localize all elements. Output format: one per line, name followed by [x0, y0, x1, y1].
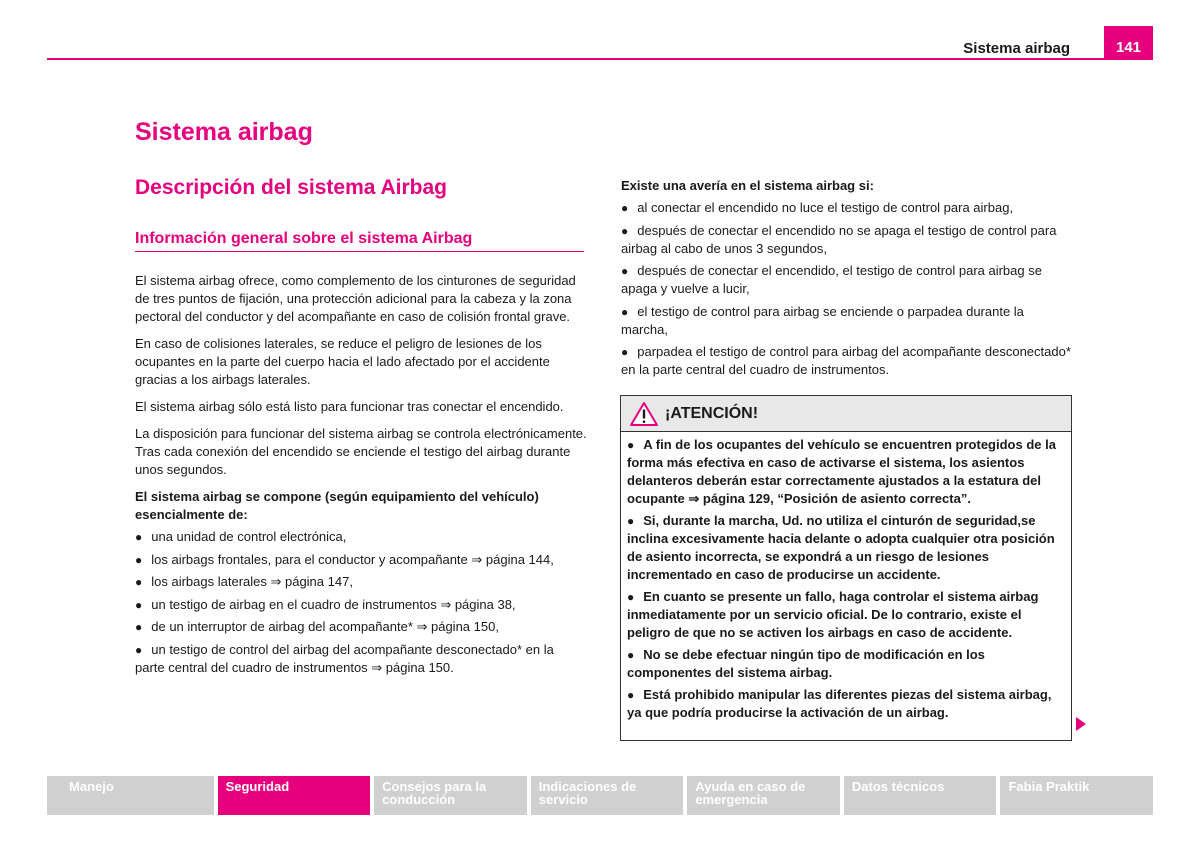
warning-item: ● En cuanto se presente un fallo, haga controlar el sistema airbag inmediatamente por un servicio oficial. De lo contrario, existe el peligro de que no se activen los airbags en caso de accidente.	[627, 589, 1039, 640]
warning-title: ¡ATENCIÓN!	[665, 404, 759, 422]
warning-body	[621, 432, 1071, 722]
footer-tab-consejos[interactable]: Consejos para la conducción	[374, 776, 527, 815]
list-item: ● al conectar el encendido no luce el testigo de control para airbag,	[621, 200, 1014, 215]
bullet-icon: ●	[627, 688, 635, 702]
page-number: 141	[1104, 26, 1153, 60]
section-heading: Información general sobre el sistema Airbag	[135, 230, 584, 252]
list-item: ● de un interruptor de airbag del acompañante* ⇒ página 150,	[135, 619, 499, 634]
warning-box	[620, 395, 1072, 741]
warning-header	[621, 396, 1071, 432]
left-column	[135, 272, 587, 681]
warning-item: ● Está prohibido manipular las diferentes piezas del sistema airbag, ya que podría producirse la activación de un airbag.	[627, 687, 1052, 720]
header-rule	[47, 58, 1153, 60]
warning-item: ● Si, durante la marcha, Ud. no utiliza el cinturón de seguridad,se inclina excesivamente hacia delante o adopta cualquier otra posición de asiento incorrecta, se expondrá a un riesgo de lesiones incrementado en caso de producirse un accidente.	[627, 513, 1055, 582]
bullet-icon: ●	[135, 530, 143, 544]
bullet-icon: ●	[135, 620, 143, 634]
page-title: Sistema airbag	[135, 118, 313, 146]
bullet-icon: ●	[135, 575, 143, 589]
chapter-subtitle: Descripción del sistema Airbag	[135, 176, 447, 199]
footer-tab-fabia[interactable]: Fabia Praktik	[1000, 776, 1153, 815]
bullet-icon: ●	[135, 552, 143, 567]
bullet-icon: ●	[627, 590, 635, 604]
bullet-icon: ●	[621, 304, 629, 319]
footer-tab-ayuda[interactable]: Ayuda en caso de emergencia	[687, 776, 840, 815]
list-item: ● los airbags laterales ⇒ página 147,	[135, 574, 353, 589]
next-page-arrow-icon	[1076, 717, 1086, 731]
bullet-icon: ●	[621, 264, 629, 278]
list-item: ● el testigo de control para airbag se enciende o parpadea durante la marcha,	[621, 303, 1024, 337]
footer-tab-manejo[interactable]: Manejo	[47, 776, 214, 815]
paragraph: La disposición para funcionar del sistema airbag se controla electrónicamente. Tras cada conexión del encendido se enciende el testigo del airbag durante unos segundos.	[135, 426, 587, 477]
paragraph: En caso de colisiones laterales, se reduce el peligro de lesiones de los ocupantes en la parte del cuerpo hacia el lado afectado por el accidente gracias a los airbags laterales.	[135, 336, 550, 387]
bullet-icon: ●	[135, 642, 143, 657]
right-column	[621, 177, 1073, 384]
list-heading: El sistema airbag se compone (según equipamiento del vehículo) esencialmente de:	[135, 489, 539, 522]
running-header: Sistema airbag	[963, 40, 1070, 57]
footer-tab-seguridad[interactable]: Seguridad	[218, 776, 371, 815]
paragraph: El sistema airbag sólo está listo para funcionar tras conectar el encendido.	[135, 399, 564, 414]
bullet-icon: ●	[627, 648, 635, 662]
paragraph: El sistema airbag ofrece, como complemento de los cinturones de seguridad de tres puntos de fijación, una protección adicional para la cabeza y la zona pectoral del conductor y del acompañante en caso de colisión frontal grave.	[135, 273, 576, 324]
list-item: ● un testigo de control del airbag del acompañante desconectado* en la parte central del cuadro de instrumentos ⇒ página 150.	[135, 641, 554, 675]
list-item: ● una unidad de control electrónica,	[135, 529, 347, 544]
footer-nav	[47, 776, 1153, 815]
list-item: ● un testigo de airbag en el cuadro de instrumentos ⇒ página 38,	[135, 596, 516, 612]
warning-item: ● A fin de los ocupantes del vehículo se encuentren protegidos de la forma más efectiva en caso de activarse el sistema, los asientos delanteros deberán estar correctamente ajustados a la estatura del ocupante ⇒ página 129, “Posición de asiento correcta”.	[627, 437, 1056, 506]
list-item: ● parpadea el testigo de control para airbag del acompañante desconectado* en la parte central del cuadro de instrumentos.	[621, 344, 1071, 377]
bullet-icon: ●	[621, 345, 629, 359]
bullet-icon: ●	[627, 438, 635, 452]
bullet-icon: ●	[627, 514, 635, 528]
list-item: ● los airbags frontales, para el conductor y acompañante ⇒ página 144,	[135, 551, 554, 567]
bullet-icon: ●	[621, 223, 629, 238]
warning-triangle-icon	[629, 401, 659, 427]
bullet-icon: ●	[621, 201, 629, 215]
bullet-icon: ●	[135, 597, 143, 612]
list-item: ● después de conectar el encendido, el testigo de control para airbag se apaga y vuelve a lucir,	[621, 263, 1042, 296]
warning-item: ● No se debe efectuar ningún tipo de modificación en los componentes del sistema airbag.	[627, 647, 985, 680]
footer-tab-indicaciones[interactable]: Indicaciones de servicio	[531, 776, 684, 815]
fault-list-heading: Existe una avería en el sistema airbag si:	[621, 178, 874, 193]
footer-tab-datos[interactable]: Datos técnicos	[844, 776, 997, 815]
list-item: ● después de conectar el encendido no se apaga el testigo de control para airbag al cabo de unos 3 segundos,	[621, 222, 1057, 256]
